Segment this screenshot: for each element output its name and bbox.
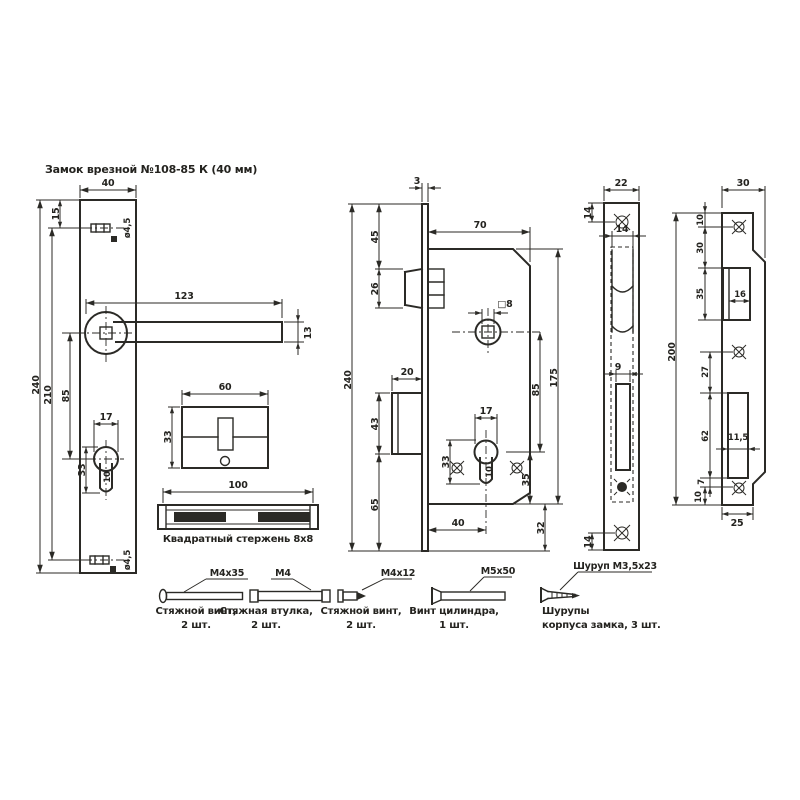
dim-cyl-to-bottom: 35 — [521, 473, 532, 487]
dim-case-width: 70 — [473, 220, 487, 231]
dim-handle-width: 13 — [303, 326, 314, 340]
dim-screw-span: 210 — [43, 385, 54, 405]
dim-faceplate-thickness: 3 — [413, 176, 421, 187]
dim-screw-hole-bottom: ø4,5 — [123, 549, 133, 571]
cylinder-screw-hole — [221, 457, 230, 466]
fastener-label: М5х50 — [480, 566, 516, 577]
fastener-tie-screw-m4x12 — [320, 568, 415, 631]
dim-strike-bottom-offset: 10 — [694, 491, 704, 503]
square-rod-view — [158, 480, 318, 545]
dim-strike-plate-width: 25 — [730, 518, 744, 529]
dim-backset: 40 — [451, 518, 465, 529]
dim-cyl-width: 17 — [479, 406, 493, 417]
screw-head-icon — [338, 590, 343, 602]
dim-cyl-hole-height: 33 — [77, 463, 88, 477]
fastener-caption: Стяжная втулка, — [219, 606, 313, 617]
dim-strike-latch-h: 35 — [696, 288, 706, 300]
dim-strike-height: 200 — [667, 342, 678, 362]
fastener-caption: Винт цилиндра, — [409, 606, 499, 617]
dim-strip-bottom-offset: 14 — [583, 535, 594, 549]
faceplate-strip-view — [583, 178, 646, 550]
fastener-caption: 2 шт. — [346, 620, 376, 631]
screw-tip-icon — [357, 592, 366, 600]
dim-keyway-width: 10 — [103, 471, 113, 483]
faceplate-strip-outline — [604, 203, 639, 550]
fastener-caption: корпуса замка, 3 шт. — [542, 620, 661, 631]
fastener-caption: Стяжной винт, — [155, 606, 237, 617]
dim-tail: 32 — [536, 521, 547, 535]
fastener-caption: 1 шт. — [439, 620, 469, 631]
dim-case-height: 175 — [549, 368, 560, 388]
fastener-wood-screws-m3-5x23 — [541, 561, 661, 631]
fastener-caption: Шурупы — [542, 606, 590, 617]
dim-strike-screw-to-bolt: 27 — [701, 366, 711, 378]
dim-bottom-offset: 65 — [370, 498, 381, 512]
dim-strike-latch-width: 16 — [734, 290, 746, 300]
dim-strip-top-offset: 14 — [583, 206, 594, 220]
dim-strip-latch-width: 14 — [615, 224, 629, 235]
dim-follower-square: □8 — [497, 299, 513, 310]
dim-cyl-height: 33 — [441, 455, 452, 469]
dim-top-offset: 15 — [51, 207, 62, 221]
dim-strike-bolt-h: 62 — [701, 430, 711, 442]
fastener-caption: 2 шт. — [181, 620, 211, 631]
strip-screw-middle — [617, 482, 627, 492]
dim-cyl-hole-width: 17 — [99, 412, 113, 423]
dim-strike-top-offset: 10 — [696, 214, 706, 226]
drawing-title: Замок врезной №108-85 К (40 мм) — [45, 163, 258, 176]
strike-plate-view — [667, 178, 765, 529]
bushing-end-icon — [250, 590, 258, 602]
dim-cylinder-height: 33 — [163, 430, 174, 444]
fastener-caption: Стяжной винт, — [320, 606, 402, 617]
bushing-end-icon — [322, 590, 330, 602]
square-rod-caption: Квадратный стержень 8х8 — [162, 534, 314, 545]
fastener-tie-screw-m4x35 — [155, 568, 248, 631]
dim-strike-gap: 7 — [697, 479, 707, 485]
dim-handle-length: 123 — [174, 291, 194, 302]
fastener-label: Шуруп М3,5х23 — [573, 561, 657, 572]
dim-strike-bolt-width: 11,5 — [727, 433, 749, 443]
dim-rod-length: 100 — [228, 480, 248, 491]
dim-latch-height: 26 — [370, 282, 381, 296]
dim-screw-hole-top: ø4,5 — [123, 217, 133, 239]
dim-bolt-throw: 20 — [400, 367, 414, 378]
dim-bolt-height: 43 — [370, 417, 381, 431]
dim-strike-total-width: 30 — [736, 178, 750, 189]
dim-strip-bolt-slot: 9 — [614, 362, 622, 373]
dim-axis-span: 85 — [61, 389, 72, 403]
dim-cylinder-length: 60 — [218, 382, 232, 393]
dim-plate-height: 240 — [31, 375, 42, 395]
fastener-cylinder-screw-m5x50 — [409, 566, 516, 631]
handle-plate-outline — [80, 200, 136, 573]
dim-strip-width: 22 — [614, 178, 628, 189]
fastener-label: M4х12 — [380, 568, 416, 579]
fastener-label: M4х35 — [209, 568, 245, 579]
lock-body-view — [343, 176, 563, 551]
dim-body-height: 240 — [343, 370, 354, 390]
fastener-caption: 2 шт. — [251, 620, 281, 631]
strip-bolt-slot — [616, 384, 630, 470]
fastener-label: M4 — [275, 568, 291, 579]
deadbolt — [392, 393, 422, 454]
screw-tip-icon — [572, 593, 580, 599]
screw-head-icon — [160, 590, 167, 603]
dim-strike-screw-to-latch: 30 — [696, 242, 706, 254]
cylinder-cam-slot — [218, 418, 233, 450]
dim-plate-width: 40 — [101, 178, 115, 189]
cylinder-view — [163, 382, 268, 468]
lock-faceplate-edge — [422, 204, 428, 551]
dim-axis-span: 85 — [531, 383, 542, 397]
dim-latch-offset: 45 — [370, 230, 381, 244]
dim-keyway: 10 — [485, 466, 495, 478]
